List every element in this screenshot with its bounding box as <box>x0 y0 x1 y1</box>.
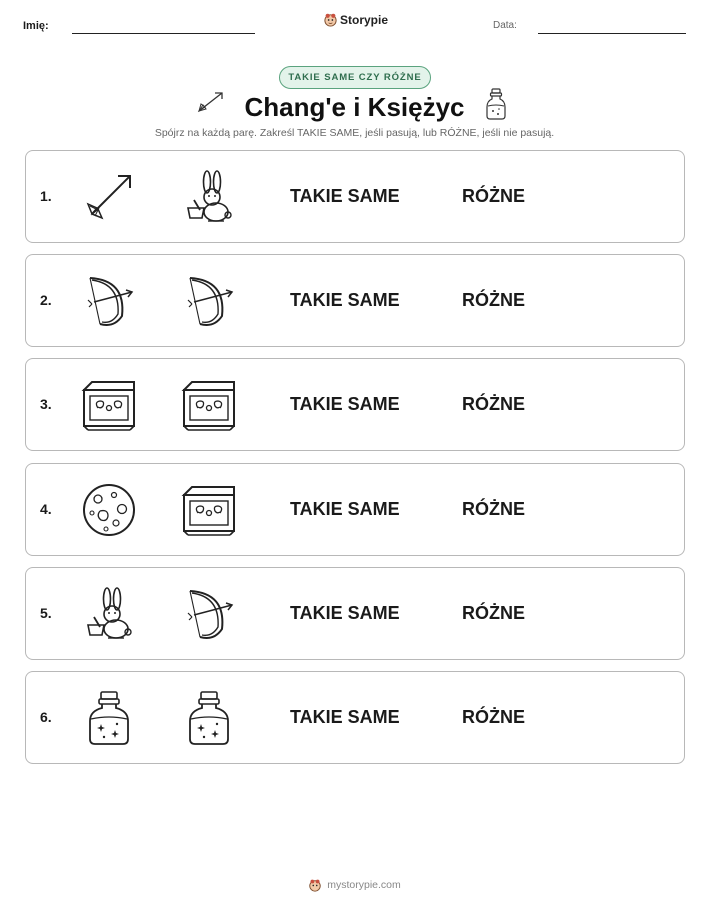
pair-row <box>25 671 685 764</box>
pair-row <box>25 254 685 347</box>
storypie-mascot-icon <box>323 12 338 27</box>
bow-icon <box>178 270 240 332</box>
rabbit-icon <box>78 583 140 645</box>
rabbit-icon <box>178 166 240 228</box>
date-field-line[interactable] <box>538 33 686 34</box>
pair-row <box>25 567 685 660</box>
pair-row <box>25 358 685 451</box>
page-title: Chang'e i Księżyc <box>244 92 465 122</box>
storypie-mascot-icon <box>308 878 322 892</box>
option-different[interactable]: RÓŻNE <box>462 290 525 311</box>
option-same[interactable]: TAKIE SAME <box>290 707 400 727</box>
brand-name: Storypie <box>340 12 389 27</box>
option-same[interactable]: TAKIE SAME <box>290 186 400 206</box>
row-number: 6. <box>40 709 52 725</box>
option-same[interactable]: TAKIE SAME <box>290 498 400 519</box>
brand-logo <box>323 12 388 27</box>
chest-icon <box>178 479 240 541</box>
pair-row <box>25 463 685 556</box>
worksheet-type-badge: TAKIE SAME CZY RÓŻNE <box>279 66 431 89</box>
potion-icon <box>78 687 140 749</box>
row-number: 4. <box>40 500 52 517</box>
date-label: Data: <box>493 20 517 31</box>
option-same[interactable]: TAKIE SAME <box>290 290 400 311</box>
chest-icon <box>78 374 140 436</box>
potion-icon <box>178 687 240 749</box>
footer <box>0 878 709 892</box>
potion-icon <box>485 88 507 120</box>
option-different[interactable]: RÓŻNE <box>462 498 525 519</box>
chest-icon <box>178 374 240 436</box>
name-label: Imię: <box>23 20 49 32</box>
instructions: Spójrz na każdą parę. Zakreśl TAKIE SAME, jeśli pasują, lub RÓŻNE, jeśli nie pasują. <box>154 127 555 139</box>
option-different[interactable]: RÓŻNE <box>462 394 525 415</box>
name-field-line[interactable] <box>72 33 255 34</box>
bow-icon <box>78 270 140 332</box>
arrow-icon <box>78 166 140 228</box>
pair-row <box>25 150 685 243</box>
row-number: 1. <box>40 188 52 204</box>
option-same[interactable]: TAKIE SAME <box>290 602 400 623</box>
option-different[interactable]: RÓŻNE <box>462 186 525 206</box>
option-same[interactable]: TAKIE SAME <box>290 394 400 415</box>
row-number: 5. <box>40 604 52 621</box>
footer-site: mystorypie.com <box>327 879 401 891</box>
moon-icon <box>78 479 140 541</box>
option-different[interactable]: RÓŻNE <box>462 707 525 727</box>
row-number: 2. <box>40 292 52 309</box>
row-number: 3. <box>40 396 52 413</box>
bow-icon <box>178 583 240 645</box>
option-different[interactable]: RÓŻNE <box>462 602 525 623</box>
